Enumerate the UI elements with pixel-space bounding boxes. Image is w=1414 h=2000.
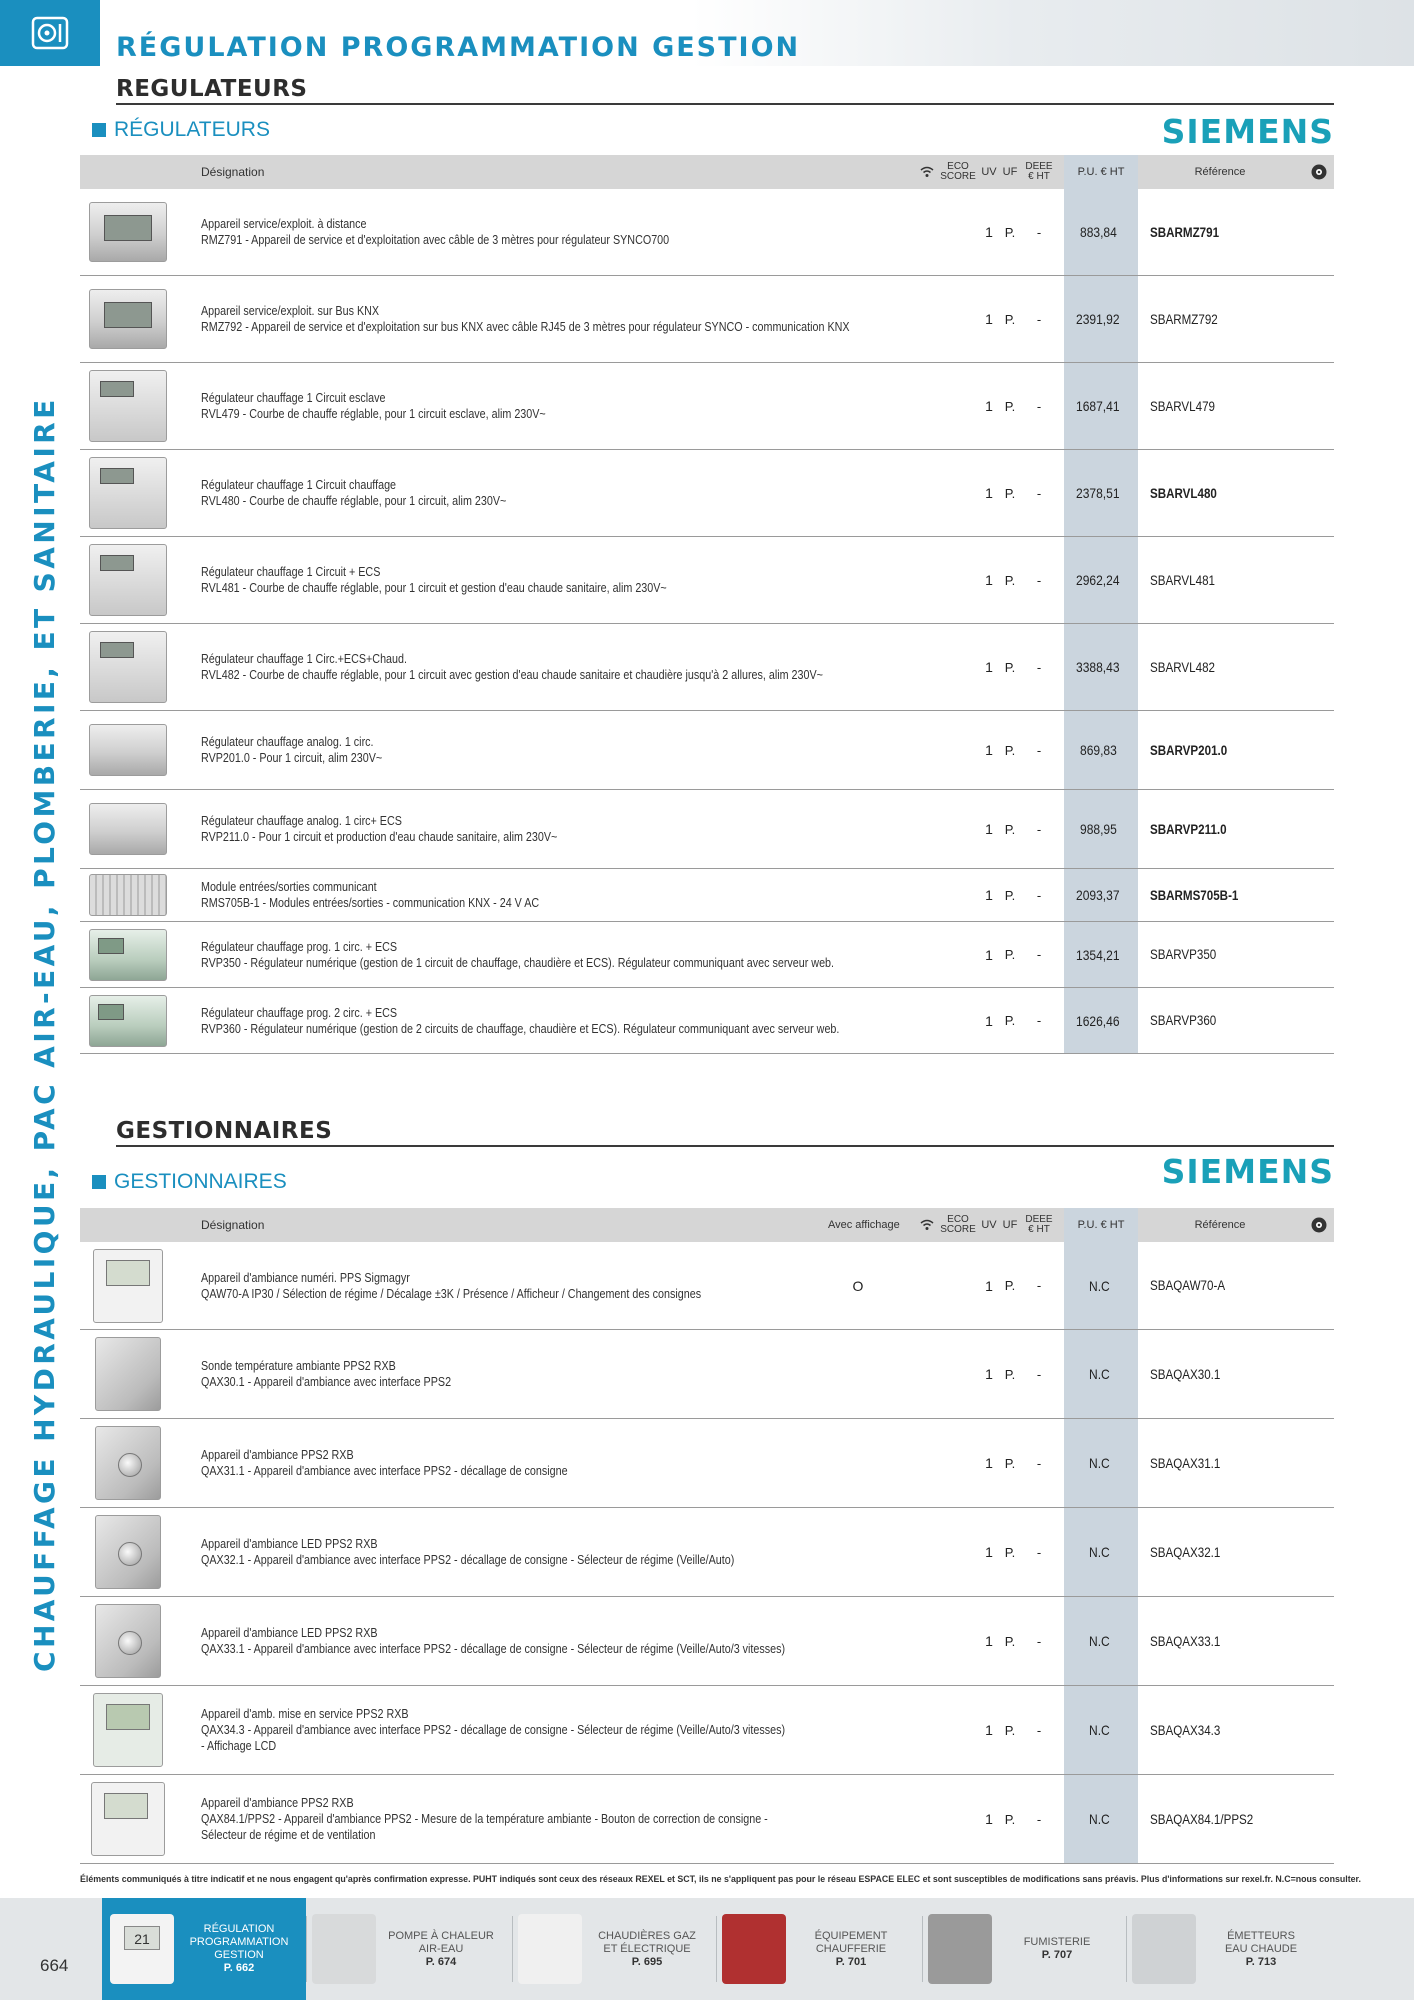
col-price: P.U. € HT — [1064, 1208, 1138, 1242]
product-image — [89, 202, 167, 262]
product-image-cell — [88, 363, 168, 449]
reference-cell: SBAQAX31.1 — [1150, 1455, 1221, 1471]
designation-title: Régulateur chauffage 1 Circuit chauffage — [201, 478, 397, 492]
uv-cell: 1 — [985, 1633, 993, 1649]
footer-separator — [716, 1916, 717, 1982]
settings-badge-icon — [1310, 1208, 1328, 1242]
designation-cell — [201, 450, 881, 536]
product-image-cell — [88, 1686, 168, 1774]
subsection-label: RÉGULATEURS — [114, 118, 270, 141]
deee-cell: - — [1036, 311, 1042, 327]
product-image-cell — [88, 189, 168, 275]
deee-cell: - — [1036, 1455, 1042, 1471]
product-image — [95, 1426, 161, 1500]
designation-title: Régulateur chauffage analog. 1 circ. — [201, 735, 374, 749]
deee-cell: - — [1036, 572, 1042, 588]
category-thumbnail — [928, 1914, 992, 1984]
table-header — [80, 1208, 1334, 1242]
designation-detail: RVP211.0 - Pour 1 circuit et production d'eau chaude sanitaire, alim 230V~ — [201, 830, 558, 844]
table-row — [80, 922, 1334, 988]
designation-cell — [201, 869, 881, 921]
reference-cell: SBAQAX32.1 — [1150, 1544, 1221, 1560]
designation-cell — [201, 790, 881, 868]
reference-cell: SBARVP211.0 — [1150, 821, 1227, 837]
footer-nav-item[interactable] — [1132, 1898, 1316, 2000]
product-image-cell — [88, 1330, 168, 1418]
price-cell: 1626,46 — [1064, 988, 1138, 1053]
designation-cell — [201, 1775, 881, 1863]
product-image — [93, 1693, 163, 1767]
designation-title: Régulateur chauffage 1 Circuit + ECS — [201, 565, 381, 579]
product-image-cell — [88, 1597, 168, 1685]
reference-cell: SBARVP201.0 — [1150, 742, 1228, 758]
price-cell: N.C — [1064, 1242, 1138, 1329]
designation-cell — [201, 988, 881, 1053]
product-image — [89, 874, 167, 916]
product-image — [89, 995, 167, 1047]
deee-cell: - — [1036, 224, 1042, 240]
boiler-icon — [30, 15, 70, 51]
designation-detail: QAX34.3 - Appareil d'ambiance avec interface PPS2 - décallage de consigne - Sélecteur de régime (Veille/Auto/3 vitesses) — [201, 1723, 786, 1737]
footer-nav-label: CHAUDIÈRES GAZ ET ÉLECTRIQUE P. 695 — [598, 1929, 696, 1968]
price-cell: N.C — [1064, 1419, 1138, 1507]
table-row — [80, 790, 1334, 869]
uf-cell: P. — [1004, 311, 1016, 327]
table-row — [80, 189, 1334, 276]
col-uv: UV — [981, 1219, 997, 1231]
deee-cell: - — [1036, 742, 1042, 758]
col-uv: UV — [981, 166, 997, 178]
product-image — [89, 929, 167, 981]
section-title-gestionnaires: GESTIONNAIRES — [116, 1118, 333, 1144]
col-deee: DEEE € HT — [1025, 161, 1053, 182]
uf-cell: P. — [1004, 821, 1016, 837]
uf-cell: P. — [1004, 1013, 1016, 1028]
product-image-cell — [88, 1419, 168, 1507]
product-image — [89, 457, 167, 529]
uv-cell: 1 — [985, 1544, 993, 1560]
page-title: RÉGULATION PROGRAMMATION GESTION — [116, 32, 801, 63]
subsection-title-regulateurs — [92, 118, 270, 142]
disclaimer-text: Éléments communiqués à titre indicatif et ne nous engagent qu'après confirmation expresse. PUHT indiqués sont ceux des réseaux REXEL et SCT, ils ne s'appliquent pas pour le réseau ESPACE ELEC et sont susceptibles de modifications sans préavis. Plus d'informations sur rexel.fr. N.C=nous consulter. — [80, 1874, 1361, 1885]
table-header — [80, 155, 1334, 189]
product-image-cell — [88, 537, 168, 623]
designation-title: Appareil d'ambiance PPS2 RXB — [201, 1448, 354, 1462]
uv-cell: 1 — [985, 1811, 993, 1827]
table-row — [80, 363, 1334, 450]
footer-nav-label: FUMISTERIE P. 707 — [1023, 1936, 1091, 1961]
uv-cell: 1 — [985, 946, 993, 963]
reference-cell: SBARVP350 — [1150, 947, 1217, 962]
designation-detail: RVP201.0 - Pour 1 circuit, alim 230V~ — [201, 751, 383, 765]
thermostat-display: 21 — [124, 1926, 160, 1950]
table-row — [80, 711, 1334, 790]
category-icon-box — [0, 0, 100, 66]
designation-title: Appareil d'ambiance numéri. PPS Sigmagyr — [201, 1270, 410, 1285]
designation-detail: RVP360 - Régulateur numérique (gestion de 2 circuits de chauffage, chaudière et ECS). Régulateur communiquant avec serveur web. — [201, 1021, 840, 1036]
product-image — [89, 370, 167, 442]
col-eco-score: ECO SCORE — [940, 1214, 976, 1235]
designation-title: Régulateur chauffage 1 Circ.+ECS+Chaud. — [201, 652, 407, 666]
designation-detail: QAX30.1 - Appareil d'ambiance avec interface PPS2 — [201, 1375, 452, 1389]
designation-title: Appareil d'ambiance LED PPS2 RXB — [201, 1626, 378, 1640]
product-image-cell — [88, 790, 168, 868]
table-row — [80, 624, 1334, 711]
price-cell: 883,84 — [1064, 189, 1138, 275]
uv-cell: 1 — [985, 1012, 993, 1029]
uv-cell: 1 — [985, 572, 993, 588]
designation-cell — [201, 1330, 881, 1418]
page-number: 664 — [40, 1956, 69, 1975]
affichage-cell — [828, 1508, 888, 1596]
uf-cell: P. — [1004, 485, 1016, 501]
deee-cell: - — [1036, 485, 1042, 501]
designation-detail: QAX32.1 - Appareil d'ambiance avec interface PPS2 - décallage de consigne - Sélecteur de régime (Veille/Auto) — [201, 1553, 735, 1567]
uv-cell: 1 — [985, 311, 993, 327]
product-image — [89, 724, 167, 776]
affichage-cell: O — [852, 1277, 864, 1294]
product-image-cell — [88, 1508, 168, 1596]
table-row — [80, 1508, 1334, 1597]
table-row — [80, 1330, 1334, 1419]
product-image — [89, 289, 167, 349]
price-cell: 2962,24 — [1064, 537, 1138, 623]
section-rule — [116, 1145, 1334, 1147]
table-row — [80, 869, 1334, 922]
uf-cell: P. — [1004, 398, 1016, 414]
side-category-text: CHAUFFAGE HYDRAULIQUE, PAC AIR-EAU, PLOMBERIE, ET SANITAIRE — [28, 396, 61, 1672]
affichage-cell — [828, 1597, 888, 1685]
designation-cell — [201, 1508, 881, 1596]
designation-title: Régulateur chauffage prog. 1 circ. + ECS — [201, 939, 398, 954]
price-cell: 3388,43 — [1064, 624, 1138, 710]
footer-separator — [1126, 1916, 1127, 1982]
product-image — [89, 631, 167, 703]
footer-nav-item[interactable] — [928, 1898, 1112, 2000]
brand-logo-siemens: SIEMENS — [1161, 1152, 1334, 1191]
product-image — [95, 1604, 161, 1678]
section-title-regulateurs: REGULATEURS — [116, 76, 308, 102]
price-cell: 2391,92 — [1064, 276, 1138, 362]
uf-cell: P. — [1004, 659, 1016, 675]
reference-cell: SBAQAX34.3 — [1150, 1722, 1221, 1738]
uf-cell: P. — [1004, 947, 1016, 962]
price-cell: 988,95 — [1064, 790, 1138, 868]
product-image — [91, 1782, 165, 1856]
category-thumbnail — [518, 1914, 582, 1984]
uv-cell: 1 — [985, 1722, 993, 1738]
table-row — [80, 1775, 1334, 1864]
uv-cell: 1 — [985, 821, 993, 837]
reference-cell: SBAQAX30.1 — [1150, 1366, 1221, 1382]
product-image-cell — [88, 1242, 168, 1329]
uf-cell: P. — [1004, 1544, 1016, 1560]
affichage-cell — [828, 1686, 888, 1774]
deee-cell: - — [1036, 659, 1042, 675]
deee-cell: - — [1036, 947, 1042, 962]
wifi-icon — [918, 155, 936, 189]
table-row — [80, 1242, 1334, 1330]
footer-nav-label: POMPE À CHALEUR AIR-EAU P. 674 — [388, 1929, 494, 1968]
deee-cell: - — [1036, 398, 1042, 414]
category-thumbnail — [1132, 1914, 1196, 1984]
footer-nav-item[interactable] — [518, 1898, 702, 2000]
uf-cell: P. — [1004, 1633, 1016, 1649]
col-uf: UF — [1002, 1219, 1018, 1231]
deee-cell: - — [1036, 1633, 1042, 1649]
uv-cell: 1 — [985, 1277, 993, 1294]
table-row — [80, 988, 1334, 1054]
reference-cell: SBAQAX84.1/PPS2 — [1150, 1811, 1254, 1827]
designation-detail: RMS705B-1 - Modules entrées/sorties - communication KNX - 24 V AC — [201, 896, 540, 910]
designation-cell — [201, 537, 881, 623]
price-cell: N.C — [1064, 1597, 1138, 1685]
designation-title: Régulateur chauffage prog. 2 circ. + ECS — [201, 1005, 398, 1020]
table-row — [80, 1686, 1334, 1775]
deee-cell: - — [1036, 1811, 1042, 1827]
designation-title: Appareil service/exploit. sur Bus KNX — [201, 304, 380, 318]
product-image-cell — [88, 1775, 168, 1863]
product-image — [95, 1515, 161, 1589]
price-cell: 2378,51 — [1064, 450, 1138, 536]
brand-logo-siemens: SIEMENS — [1161, 112, 1334, 151]
designation-cell — [201, 363, 881, 449]
price-cell: N.C — [1064, 1686, 1138, 1774]
reference-cell: SBARMZ791 — [1150, 224, 1220, 240]
reference-cell: SBARMS705B-1 — [1150, 887, 1239, 903]
uv-cell: 1 — [985, 485, 993, 501]
deee-cell: - — [1036, 821, 1042, 837]
col-deee: DEEE € HT — [1025, 1214, 1053, 1235]
price-cell: N.C — [1064, 1330, 1138, 1418]
designation-cell — [201, 624, 881, 710]
wifi-icon — [918, 1208, 936, 1242]
deee-cell: - — [1036, 887, 1042, 903]
reference-cell: SBARVL481 — [1150, 572, 1215, 588]
designation-title: Appareil d'ambiance PPS2 RXB — [201, 1796, 354, 1810]
designation-cell — [201, 276, 881, 362]
uf-cell: P. — [1004, 1722, 1016, 1738]
deee-cell: - — [1036, 1544, 1042, 1560]
uv-cell: 1 — [985, 659, 993, 675]
category-thumbnail — [312, 1914, 376, 1984]
col-designation: Désignation — [201, 1218, 265, 1232]
table-row — [80, 276, 1334, 363]
table-row — [80, 1419, 1334, 1508]
col-eco-score: ECO SCORE — [940, 161, 976, 182]
designation-title: Régulateur chauffage 1 Circuit esclave — [201, 391, 386, 405]
product-image — [89, 803, 167, 855]
product-image — [93, 1249, 163, 1323]
deee-cell: - — [1036, 1013, 1042, 1028]
affichage-cell — [828, 1419, 888, 1507]
product-table-gestionnaires — [80, 1208, 1334, 1864]
designation-detail: RMZ791 - Appareil de service et d'exploitation avec câble de 3 mètres pour régulateur SYNCO700 — [201, 233, 670, 247]
designation-cell — [201, 1597, 881, 1685]
designation-detail: QAX84.1/PPS2 - Appareil d'ambiance PPS2 - Mesure de la température ambiante - Bouton de correction de consigne - — [201, 1812, 768, 1826]
designation-detail: RVL481 - Courbe de chauffe réglable, pour 1 circuit et gestion d'eau chaude sanitaire, alim 230V~ — [201, 581, 667, 595]
designation-title: Appareil service/exploit. à distance — [201, 217, 367, 231]
deee-cell: - — [1036, 1366, 1042, 1382]
uf-cell: P. — [1004, 572, 1016, 588]
designation-title: Régulateur chauffage analog. 1 circ+ ECS — [201, 814, 402, 828]
table-row — [80, 450, 1334, 537]
designation-cell — [201, 711, 881, 789]
designation-cell — [201, 1242, 881, 1329]
reference-cell: SBAQAW70-A — [1150, 1278, 1226, 1293]
uf-cell: P. — [1004, 224, 1016, 240]
subsection-title-gestionnaires — [92, 1170, 287, 1194]
reference-cell: SBARVL482 — [1150, 659, 1215, 675]
footer-separator — [922, 1916, 923, 1982]
uv-cell: 1 — [985, 224, 993, 240]
square-bullet-icon — [92, 123, 106, 137]
square-bullet-icon — [92, 1175, 106, 1189]
col-affichage: Avec affichage — [828, 1219, 900, 1231]
category-thumbnail — [722, 1914, 786, 1984]
category-thumbnail — [110, 1914, 174, 1984]
uf-cell: P. — [1004, 1278, 1016, 1293]
designation-detail: RVL480 - Courbe de chauffe réglable, pour 1 circuit, alim 230V~ — [201, 494, 507, 508]
designation-detail-cont: Sélecteur de régime et de ventilation — [201, 1828, 376, 1842]
footer-separator — [512, 1916, 513, 1982]
uf-cell: P. — [1004, 887, 1016, 903]
product-table-regulateurs — [80, 155, 1334, 1054]
reference-cell: SBARVP360 — [1150, 1013, 1217, 1028]
designation-detail: RMZ792 - Appareil de service et d'exploitation sur bus KNX avec câble RJ45 de 3 mètres pour régulateur SYNCO - communication KNX — [201, 320, 850, 334]
uf-cell: P. — [1004, 742, 1016, 758]
col-uf: UF — [1002, 166, 1018, 178]
product-image-cell — [88, 276, 168, 362]
col-reference: Référence — [1194, 166, 1246, 178]
affichage-cell — [828, 1775, 888, 1863]
designation-title: Module entrées/sorties communicant — [201, 880, 377, 894]
reference-cell: SBARMZ792 — [1150, 311, 1218, 327]
designation-title: Sonde température ambiante PPS2 RXB — [201, 1359, 396, 1373]
designation-detail: RVL482 - Courbe de chauffe réglable, pour 1 circuit avec gestion d'eau chaude sanitaire et chaudière jusqu'à 2 allures, alim 230V~ — [201, 668, 823, 682]
deee-cell: - — [1036, 1278, 1042, 1293]
reference-cell: SBARVL479 — [1150, 398, 1215, 414]
designation-cell — [201, 1686, 881, 1774]
designation-detail: QAX31.1 - Appareil d'ambiance avec interface PPS2 - décallage de consigne — [201, 1464, 568, 1478]
reference-cell: SBARVL480 — [1150, 485, 1217, 501]
product-image — [89, 544, 167, 616]
product-image-cell — [88, 450, 168, 536]
footer-nav-label: ÉMETTEURS EAU CHAUDE P. 713 — [1224, 1929, 1298, 1968]
col-reference: Référence — [1194, 1219, 1246, 1231]
uv-cell: 1 — [985, 1366, 993, 1382]
footer-separator — [306, 1916, 307, 1982]
section-rule — [116, 103, 1334, 105]
footer-nav-item[interactable] — [722, 1898, 906, 2000]
uv-cell: 1 — [985, 398, 993, 414]
deee-cell: - — [1036, 1722, 1042, 1738]
designation-detail: QAW70-A IP30 / Sélection de régime / Décalage ±3K / Présence / Afficheur / Changement des consignes — [201, 1286, 702, 1301]
table-row — [80, 1597, 1334, 1686]
product-image-cell — [88, 711, 168, 789]
reference-cell: SBAQAX33.1 — [1150, 1633, 1221, 1649]
uf-cell: P. — [1004, 1366, 1016, 1382]
uf-cell: P. — [1004, 1455, 1016, 1471]
designation-detail: QAX33.1 - Appareil d'ambiance avec interface PPS2 - décallage de consigne - Sélecteur de régime (Veille/Auto/3 vitesses) — [201, 1642, 786, 1656]
affichage-cell — [828, 1330, 888, 1418]
uf-cell: P. — [1004, 1811, 1016, 1827]
footer-nav-item[interactable] — [312, 1898, 496, 2000]
designation-cell — [201, 189, 881, 275]
footer-nav — [0, 1898, 1414, 2000]
product-image — [95, 1337, 161, 1411]
uv-cell: 1 — [985, 742, 993, 758]
footer-nav-item[interactable] — [110, 1898, 294, 2000]
subsection-label: GESTIONNAIRES — [114, 1170, 287, 1193]
footer-nav-label: RÉGULATION PROGRAMMATION GESTION P. 662 — [189, 1923, 289, 1974]
price-cell: N.C — [1064, 1508, 1138, 1596]
price-cell: 1354,21 — [1064, 922, 1138, 987]
price-cell: N.C — [1064, 1775, 1138, 1863]
designation-cell — [201, 1419, 881, 1507]
designation-title: Appareil d'amb. mise en service PPS2 RXB — [201, 1707, 409, 1721]
uv-cell: 1 — [985, 1455, 993, 1471]
price-cell: 2093,37 — [1064, 869, 1138, 921]
col-price: P.U. € HT — [1064, 155, 1138, 189]
settings-badge-icon — [1310, 155, 1328, 189]
designation-title: Appareil d'ambiance LED PPS2 RXB — [201, 1537, 378, 1551]
uv-cell: 1 — [985, 887, 993, 903]
footer-nav-label: ÉQUIPEMENT CHAUFFERIE P. 701 — [814, 1929, 888, 1968]
product-image-cell — [88, 922, 168, 987]
price-cell: 869,83 — [1064, 711, 1138, 789]
designation-detail: RVL479 - Courbe de chauffe réglable, pour 1 circuit esclave, alim 230V~ — [201, 407, 546, 421]
product-image-cell — [88, 624, 168, 710]
designation-detail: RVP350 - Régulateur numérique (gestion de 1 circuit de chauffage, chaudière et ECS). Régulateur communiquant avec serveur web. — [201, 955, 835, 970]
table-row — [80, 537, 1334, 624]
price-cell: 1687,41 — [1064, 363, 1138, 449]
product-image-cell — [88, 988, 168, 1053]
designation-cell — [201, 922, 881, 987]
product-image-cell — [88, 869, 168, 921]
col-designation: Désignation — [201, 165, 265, 179]
designation-detail-cont: - Affichage LCD — [201, 1739, 277, 1753]
